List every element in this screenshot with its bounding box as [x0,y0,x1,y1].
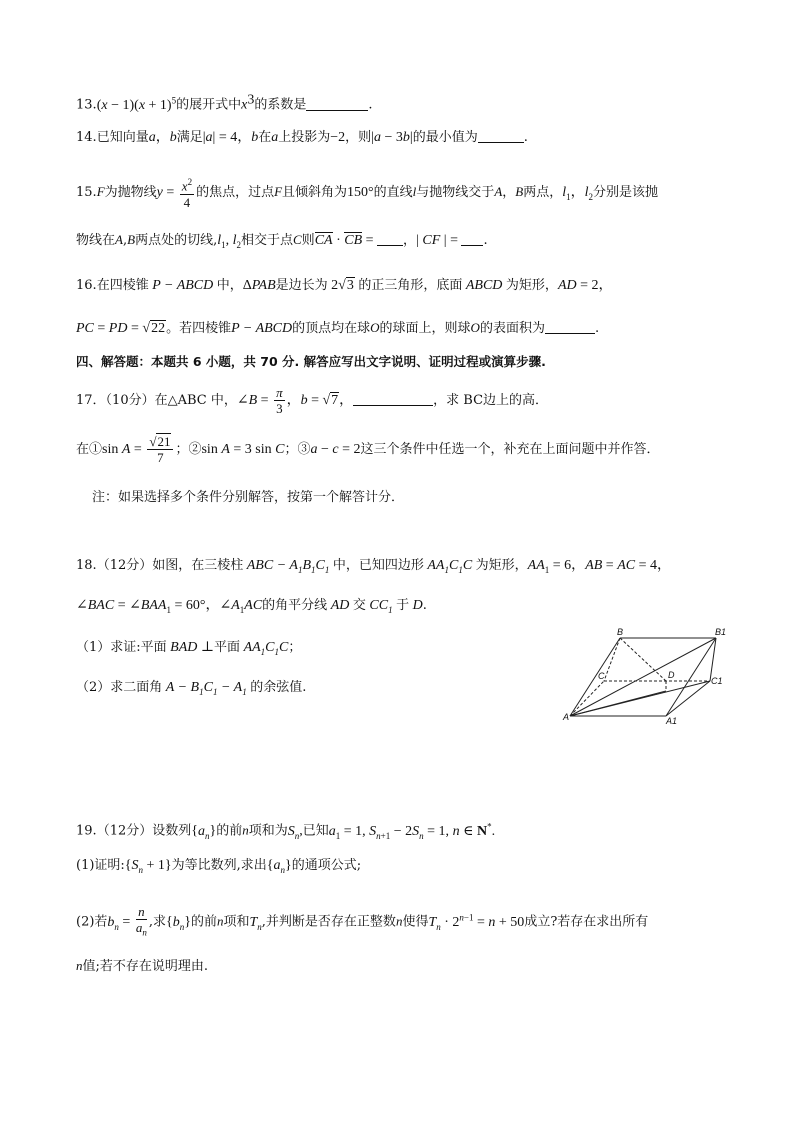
answer-blank [306,96,368,111]
answer-blank [478,128,524,143]
question-18-line-1: 18.（12分）如图，在三棱柱 ABC − $A_1B_1C_1$ 中，已知四边形 $AA_1C_1C$ 为矩形，$AA_1 = 6$，AB = AC = 4， [76,558,671,575]
label-A1: A1 [666,716,678,726]
question-14: 14.已知向量a，b满足|a| = 4，b在a上投影为−2，则|a − 3b|的最小值为 . [76,130,528,145]
label-C: C [598,671,605,681]
question-18-line-2: ∠BAC = $\angle BAA_1 = 60^\circ$，$\angle A_1AC$的角平分线 AD 交 $CC_1$ 于 D. [76,598,427,615]
question-19-part-2: (2)若$b_n$ = $\frac{n}{a_n}$ ,求$\{b_n\}$的前n项和$T_n$,并判断是否存在正整数n使得$T_n \cdot 2^{n-1} = n + 50$成立?若存在求出所有 [76,903,649,938]
label-A: A [563,712,570,722]
question-16-line-1: 16.在四棱锥 P − ABCD 中，ΔPAB是边长为 2√3 的正三角形，底面 ABCD 为矩形，AD = 2， [76,278,613,293]
label-B: B [617,627,624,637]
answer-blank [545,319,595,334]
question-15-line-2: 物线在A,B两点处的切线$,l_1$, $l_2$相交于点C则CA · CB = ，| CF | = . [76,232,488,250]
question-16-line-2: PC = PD = √22。若四棱锥P − ABCD的顶点均在球O的球面上，则球O的表面积为 . [76,320,600,336]
label-D: D [668,670,675,680]
answer-blank [353,391,433,406]
section-4-heading: 四、解答题：本题共 6 小题，共 70 分. 解答应写出文字说明、证明过程或演算步骤. [76,354,546,369]
question-15-line-1: 15.F为抛物线y = $\frac{x^2}{4}$ 的焦点，过点F且倾斜角为150°的直线l与抛物线交于A，B两点，$l_1$，$l_2$分别是该抛 [76,177,659,210]
answer-blank [461,231,483,246]
question-17-line-2: 在①sin A = $\frac{√21}{7}$ ；②sin A = 3 sin C；③a − c = 2这三个条件中任选一个，补充在上面问题中并作答． [76,434,660,465]
prism-figure [560,626,726,726]
question-13: $13.(x - 1)(x + 1)^5$的展开式中$x^3$的系数是 . [76,92,373,113]
label-C1: C1 [711,676,723,686]
question-19-part-2-cont: n值;若不存在说明理由. [76,958,209,974]
question-19-line-1: 19.（12分）设数列$\{a_n\}$的前n项和为$S_n$,已知$a_1 = 1$, $S_{n+1} - 2S_n = 1$, n ∈ N*. [76,821,496,841]
label-B1: B1 [715,627,726,637]
question-17-note: 注：如果选择多个条件分别解答，按第一个解答计分． [92,490,405,505]
question-18-part-1: （1）求证:平面 BAD ⊥平面 $AA_1C_1C$； [76,640,302,657]
answer-blank [377,231,403,246]
question-17-line-1: 17．（10分）在△ABC 中，∠B = $\frac{\pi}{3}$ ，b = √7， ，求 BC边上的高． [76,385,549,416]
question-18-part-2: （2）求二面角 $A - B_1C_1 - A_1$ 的余弦值. [76,680,307,697]
question-19-part-1: (1)证明$:\{S_n + 1\}$为等比数列,求出$\{a_n\}$的通项公式; [76,858,362,875]
